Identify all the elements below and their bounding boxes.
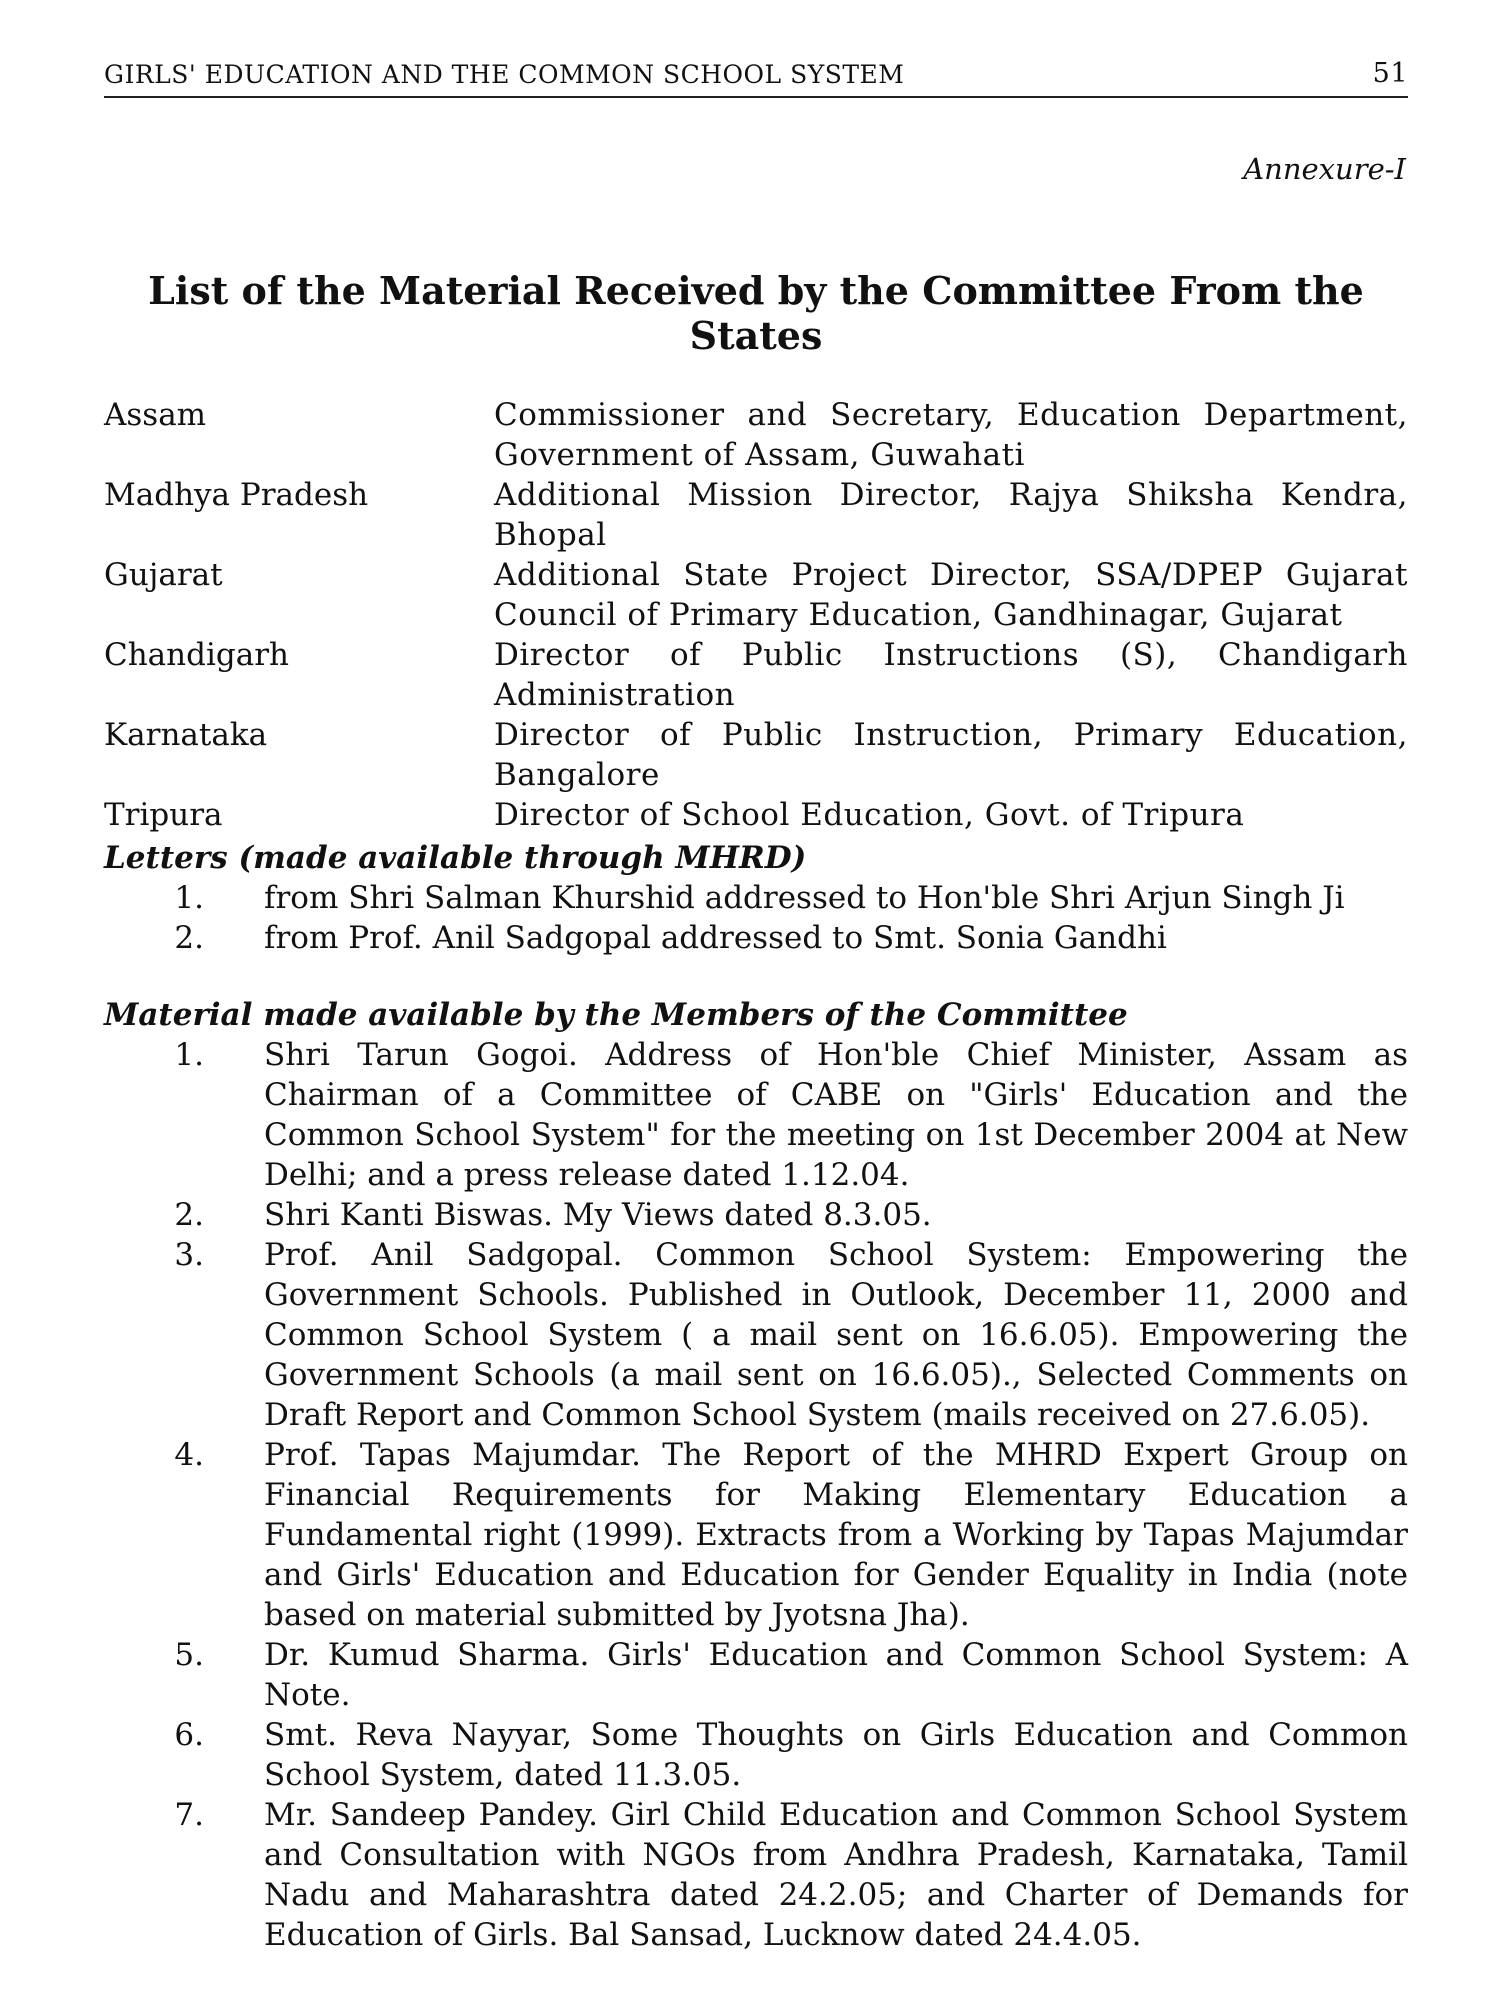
item-number: 3. <box>174 1237 204 1273</box>
item-text: Prof. Anil Sadgopal. Common School System: Empowering the Government Schools. Published in Outlook, December 11, 2000 and Common School System ( a mail sent on 16.6.05). Empowering the Government Schools (a mail sent on 16.6.05)., Selected Comments on Draft Report and Common School System (mails received on 27.6.05). <box>264 1237 1408 1433</box>
header-rule <box>104 96 1408 98</box>
item-number: 2. <box>174 920 204 956</box>
members-heading: Material made available by the Members of the Committee <box>104 997 1128 1033</box>
state-row <box>104 635 1408 715</box>
letters-list <box>104 878 1408 958</box>
state-name: Assam <box>104 397 207 433</box>
item-text: Shri Kanti Biswas. My Views dated 8.3.05. <box>264 1197 932 1233</box>
letters-heading: Letters (made available through MHRD) <box>104 840 807 876</box>
state-material: Director of Public Instructions (S), Chandigarh Administration <box>494 637 1408 713</box>
state-name: Gujarat <box>104 557 223 593</box>
page-number: 51 <box>1372 58 1408 89</box>
item-text: Mr. Sandeep Pandey. Girl Child Education and Common School System and Consultation with NGOs from Andhra Pradesh, Karnataka, Tamil Nadu and Maharashtra dated 24.2.05; and Charter of Demands for Education of Girls. Bal Sansad, Lucknow dated 24.4.05. <box>264 1797 1408 1953</box>
list-item <box>104 1195 1408 1235</box>
state-material: Director of Public Instruction, Primary Education, Bangalore <box>494 717 1408 793</box>
list-item <box>104 1235 1408 1435</box>
state-row <box>104 795 1408 835</box>
annexure-label: Annexure-I <box>1243 152 1406 186</box>
states-list <box>104 395 1408 835</box>
list-item <box>104 1435 1408 1635</box>
running-title: GIRLS' EDUCATION AND THE COMMON SCHOOL SYSTEM <box>104 60 905 89</box>
item-number: 2. <box>174 1197 204 1233</box>
state-material: Additional State Project Director, SSA/DPEP Gujarat Council of Primary Education, Gandhinagar, Gujarat <box>494 557 1408 633</box>
state-row <box>104 475 1408 555</box>
state-row <box>104 715 1408 795</box>
state-material: Director of School Education, Govt. of Tripura <box>494 797 1245 833</box>
item-number: 7. <box>174 1797 204 1833</box>
list-item <box>104 1795 1408 1955</box>
item-number: 6. <box>174 1717 204 1753</box>
item-text: Dr. Kumud Sharma. Girls' Education and Common School System: A Note. <box>264 1637 1408 1713</box>
item-text: from Shri Salman Khurshid addressed to Hon'ble Shri Arjun Singh Ji <box>264 880 1345 916</box>
item-text: from Prof. Anil Sadgopal addressed to Smt. Sonia Gandhi <box>264 920 1167 956</box>
item-number: 1. <box>174 1037 204 1073</box>
page-title: List of the Material Received by the Committee From the States <box>148 268 1364 358</box>
list-item <box>104 1715 1408 1795</box>
list-item <box>104 918 1408 958</box>
state-name: Chandigarh <box>104 637 290 673</box>
item-number: 5. <box>174 1637 204 1673</box>
item-text: Shri Tarun Gogoi. Address of Hon'ble Chief Minister, Assam as Chairman of a Committee of CABE on "Girls' Education and the Common School System" for the meeting on 1st December 2004 at New Delhi; and a press release dated 1.12.04. <box>264 1037 1408 1193</box>
item-number: 1. <box>174 880 204 916</box>
list-item <box>104 1035 1408 1195</box>
state-material: Additional Mission Director, Rajya Shiksha Kendra, Bhopal <box>494 477 1408 553</box>
state-row <box>104 395 1408 475</box>
list-item <box>104 878 1408 918</box>
state-name: Madhya Pradesh <box>104 477 369 513</box>
state-name: Karnataka <box>104 717 268 753</box>
list-item <box>104 1635 1408 1715</box>
state-material: Commissioner and Secretary, Education Department, Government of Assam, Guwahati <box>494 397 1408 473</box>
members-list <box>104 1035 1408 1955</box>
running-header <box>104 58 1408 89</box>
item-text: Prof. Tapas Majumdar. The Report of the MHRD Expert Group on Financial Requirements for Making Elementary Education a Fundamental right (1999). Extracts from a Working by Tapas Majumdar and Girls' Education and Education for Gender Equality in India (note based on material submitted by Jyotsna Jha). <box>264 1437 1408 1633</box>
state-name: Tripura <box>104 797 223 833</box>
state-row <box>104 555 1408 635</box>
item-number: 4. <box>174 1437 204 1473</box>
item-text: Smt. Reva Nayyar, Some Thoughts on Girls Education and Common School System, dated 11.3.05. <box>264 1717 1408 1793</box>
